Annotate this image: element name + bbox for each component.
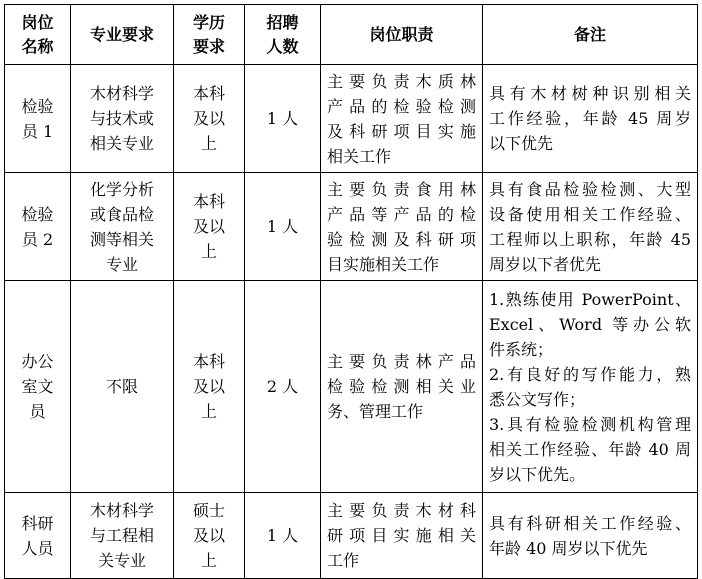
cell-duties: 主要负责木质林 产品的检验检测 及科研项目实施 相关工作 xyxy=(321,65,483,173)
header-count: 招聘 人数 xyxy=(245,5,321,65)
cell-duties: 主要负责食用林 产品等产品的检 验检测及科研项 目实施相关工作 xyxy=(321,173,483,281)
recruitment-table xyxy=(4,4,698,579)
cell-duties: 主要负责林产品 检验检测相关业 务、管理工作 xyxy=(321,281,483,493)
cell-count: 1 人 xyxy=(245,65,321,173)
table-row xyxy=(5,173,698,281)
table-row xyxy=(5,65,698,173)
cell-duties: 主要负责木材科 研项目实施相关 工作 xyxy=(321,493,483,579)
cell-major: 木材科学 与工程相 关专业 xyxy=(71,493,174,579)
cell-notes: 1.熟练使用 PowerPoint、 Excel、Word 等办公软 件系统； 2.有良好的写作能力，熟 悉公文写作； 3.具有检验检测机构管理 相关工作经验、年龄 40 周 岁以下优先。 xyxy=(483,281,698,493)
cell-position: 办公 室文 员 xyxy=(5,281,71,493)
header-duties: 岗位职责 xyxy=(321,5,483,65)
cell-education: 本科 及以 上 xyxy=(174,65,245,173)
cell-notes: 具有木材树种识别相关 工作经验，年龄 45 周岁 以下优先 xyxy=(483,65,698,173)
cell-position: 科研 人员 xyxy=(5,493,71,579)
header-education: 学历 要求 xyxy=(174,5,245,65)
header-position: 岗位 名称 xyxy=(5,5,71,65)
table-row xyxy=(5,493,698,579)
header-row xyxy=(5,5,698,65)
cell-count: 1 人 xyxy=(245,493,321,579)
cell-count: 2 人 xyxy=(245,281,321,493)
cell-education: 本科 及以 上 xyxy=(174,173,245,281)
cell-notes: 具有食品检验检测、大型 设备使用相关工作经验、 工程师以上职称，年龄 45 周岁以下者优先 xyxy=(483,173,698,281)
cell-position: 检验 员 2 xyxy=(5,173,71,281)
cell-education: 本科 及以 上 xyxy=(174,281,245,493)
cell-major: 不限 xyxy=(71,281,174,493)
table-row xyxy=(5,281,698,493)
cell-position: 检验 员 1 xyxy=(5,65,71,173)
cell-count: 1 人 xyxy=(245,173,321,281)
cell-education: 硕士 及以 上 xyxy=(174,493,245,579)
cell-notes: 具有科研相关工作经验、 年龄 40 周岁以下优先 xyxy=(483,493,698,579)
cell-major: 化学分析 或食品检 测等相关 专业 xyxy=(71,173,174,281)
cell-major: 木材科学 与技术或 相关专业 xyxy=(71,65,174,173)
header-major: 专业要求 xyxy=(71,5,174,65)
header-notes: 备注 xyxy=(483,5,698,65)
